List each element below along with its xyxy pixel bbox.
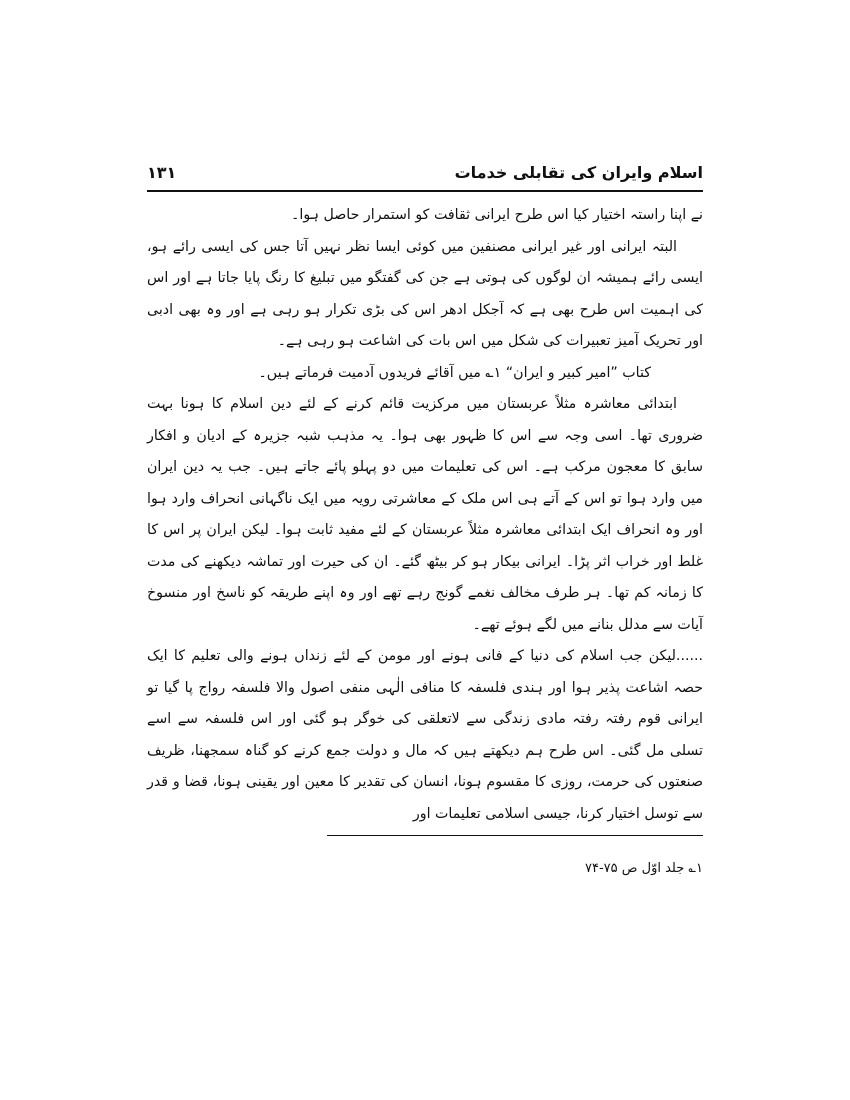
paragraph-5: ......لیکن جب اسلام کی دنیا کے فانی ہونے اور مومن کے لئے زنداں ہونے والی تعلیم کا ایک حصہ اشاعت پذیر ہوا اور ہندی فلسفہ کا منافی الٰہی منفی اصول والا فلسفہ رواج پا گیا تو ایرانی قوم رفتہ رفتہ مادی زندگی سے لاتعلقی کی خوگر ہو گئی اور اس فلسفہ سے اسے تسلی مل گئی۔ اس طرح ہم دیکھتے ہیں کہ مال و دولت جمع کرنے کو گناہ سمجھنا، ظریف صنعتوں کی حرمت، روزی کا مقسوم ہونا، انسان کی تقدیر کا معین اور یقینی ہونا، قضا و قدر سے توسل اختیار کرنا، جیسی اسلامی تعلیمات اور xyxy=(147,648,703,822)
header-title: اسلام وایران کی تقابلی خدمات xyxy=(454,163,703,182)
paragraph-1: نے اپنا راستہ اختیار کیا اس طرح ایرانی ثقافت کو استمرار حاصل ہوا۔ xyxy=(291,207,703,223)
running-header xyxy=(147,160,703,186)
paragraph-3-quote-intro: کتاب ”امیر کبیر و ایران“ ۱؎ میں آقائے فریدوں آدمیت فرماتے ہیں۔ xyxy=(258,364,651,381)
body-text xyxy=(147,200,703,830)
footnote-rule xyxy=(327,835,703,836)
footnote: ۱؎ جلد اوّل ص ۷۵-۷۴ xyxy=(585,861,703,876)
paragraph-2: البتہ ایرانی اور غیر ایرانی مصنفین میں کوئی ایسا نظر نہیں آتا جس کی ایسی رائے ہو، ایسی رائے ہمیشہ ان لوگوں کی ہوتی ہے جن کی گفتگو میں تبلیغ کا رنگ پایا جاتا ہے اور اس کی اہمیت اس طرح بھی ہے کہ آجکل ادھر اس کی بڑی تکرار ہو رہی ہے اور وہ بھی ادبی اور تحریک آمیز تعبیرات کی شکل میں اس بات کی اشاعت ہو رہی ہے۔ xyxy=(147,238,703,349)
page-number: ۱۳۱ xyxy=(147,163,177,182)
header-rule xyxy=(147,190,703,192)
paragraph-4: ابتدائی معاشرہ مثلاً عربستان میں مرکزیت قائم کرنے کے لئے دین اسلام کا ہونا بہت ضروری تھا۔ اسی وجہ سے اس کا ظہور بھی ہوا۔ یہ مذہب شبہ جزیرہ کے ادیان و افکار سابق کا معجون مرکب ہے۔ اس کی تعلیمات میں دو پہلو پائے جاتے ہیں۔ جب یہ دین ایران میں وارد ہوا تو اس کے آتے ہی اس ملک کے معاشرتی رویہ میں ایک ناگہانی انحراف وارد ہوا اور وہ انحراف ایک ابتدائی معاشرہ مثلاً عربستان کے لئے مفید ثابت ہوا۔ لیکن ایران پر اس کا غلط اور خراب اثر پڑا۔ ایرانی بیکار ہو کر بیٹھ گئے۔ ان کی حیرت اور تماشہ دیکھنے کی مدت کا زمانہ کم تھا۔ ہر طرف مخالف نغمے گونج رہے تھے اور وہ اپنے طریقہ کو ناسخ اور منسوخ آیات سے مدلل بنانے میں لگے ہوئے تھے۔ xyxy=(147,396,703,633)
